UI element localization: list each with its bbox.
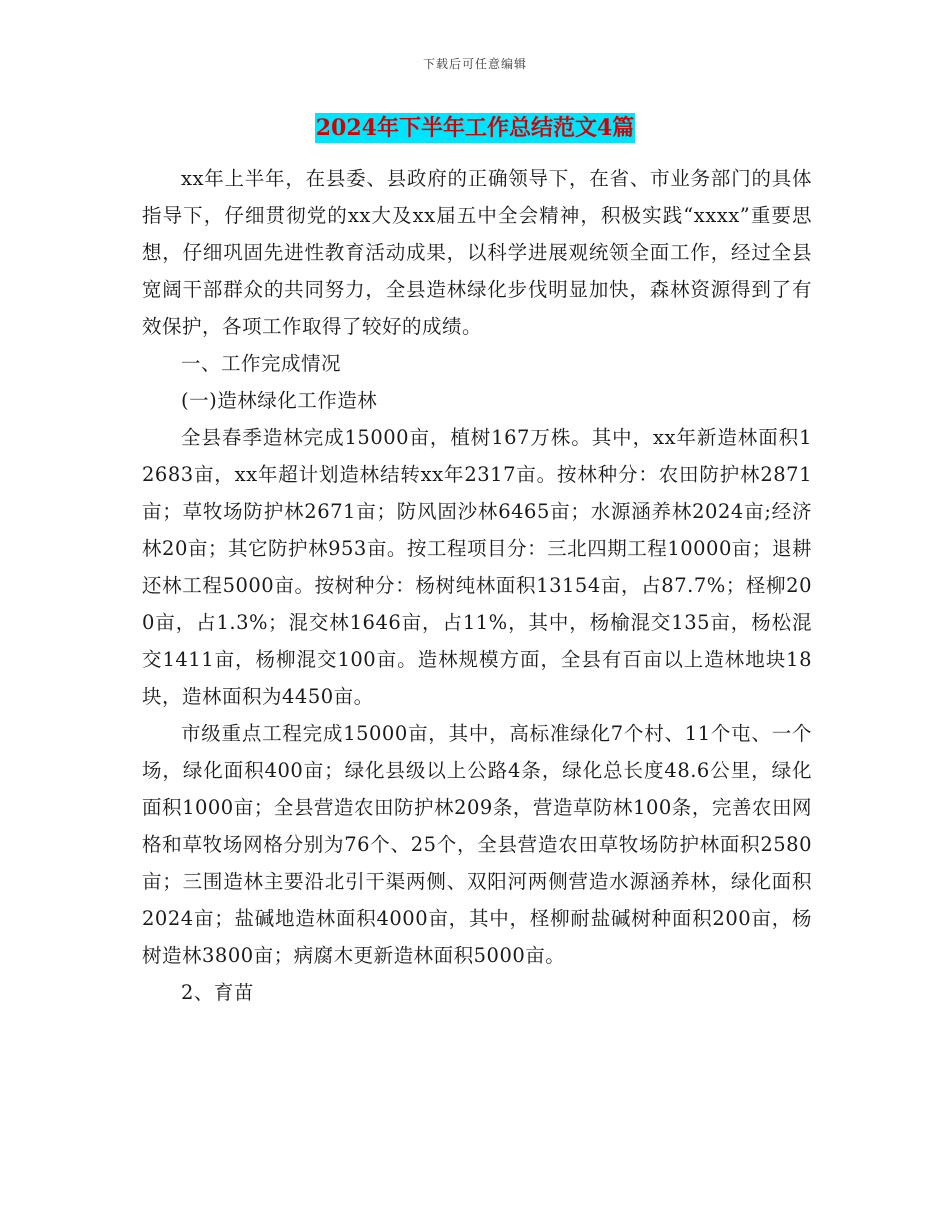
section-heading-work-status: 一、工作完成情况 bbox=[181, 352, 342, 375]
paragraph-intro: xx年上半年，在县委、县政府的正确领导下，在省、市业务部门的具体指导下，仔细贯彻党的xx大及xx届五中全会精神，积极实践“xxxx”重要思想，仔细巩固先进性教育活动成果，以科学进展观统领全面工作，经过全县宽阔干部群众的共同努力，全县造林绿化步伐明显加快，森林资源得到了有效保护，各项工作取得了较好的成绩。 bbox=[142, 167, 812, 338]
download-note: 下载后可任意编辑 bbox=[422, 57, 527, 71]
subsection-heading-afforestation: (一)造林绿化工作造林 bbox=[181, 389, 378, 412]
title-container bbox=[0, 113, 950, 143]
paragraph-key-projects: 市级重点工程完成15000亩，其中，高标准绿化7个村、11个屯、一个场，绿化面积400亩；绿化县级以上公路4条，绿化总长度48.6公里，绿化面积1000亩；全县营造农田防护林209条，营造草防林100条，完善农田网格和草牧场网格分别为76个、25个，全县营造农田草牧场防护林面积2580亩；三围造林主要沿北引干渠两侧、双阳河两侧营造水源涵养林，绿化面积2024亩；盐碱地造林面积4000亩，其中，柽柳耐盐碱树种面积200亩，杨树造林3800亩；病腐木更新造林面积5000亩。 bbox=[142, 722, 812, 967]
subsection-heading-nursery: 2、育苗 bbox=[181, 981, 254, 1004]
document-title: 2024年下半年工作总结范文4篇 bbox=[315, 115, 635, 141]
paragraph-spring-afforestation: 全县春季造林完成15000亩，植树167万株。其中，xx年新造林面积12683亩，xx年超计划造林结转xx年2317亩。按林种分：农田防护林2871亩；草牧场防护林2671亩；防风固沙林6465亩；水源涵养林2024亩;经济林20亩；其它防护林953亩。按工程项目分：三北四期工程10000亩；退耕还林工程5000亩。按树种分：杨树纯林面积13154亩，占87.7%；柽柳200亩，占1.3%；混交林1646亩，占11%，其中，杨榆混交135亩，杨松混交1411亩，杨柳混交100亩。造林规模方面，全县有百亩以上造林地块18块，造林面积为4450亩。 bbox=[142, 426, 812, 708]
document-body bbox=[142, 160, 812, 1011]
